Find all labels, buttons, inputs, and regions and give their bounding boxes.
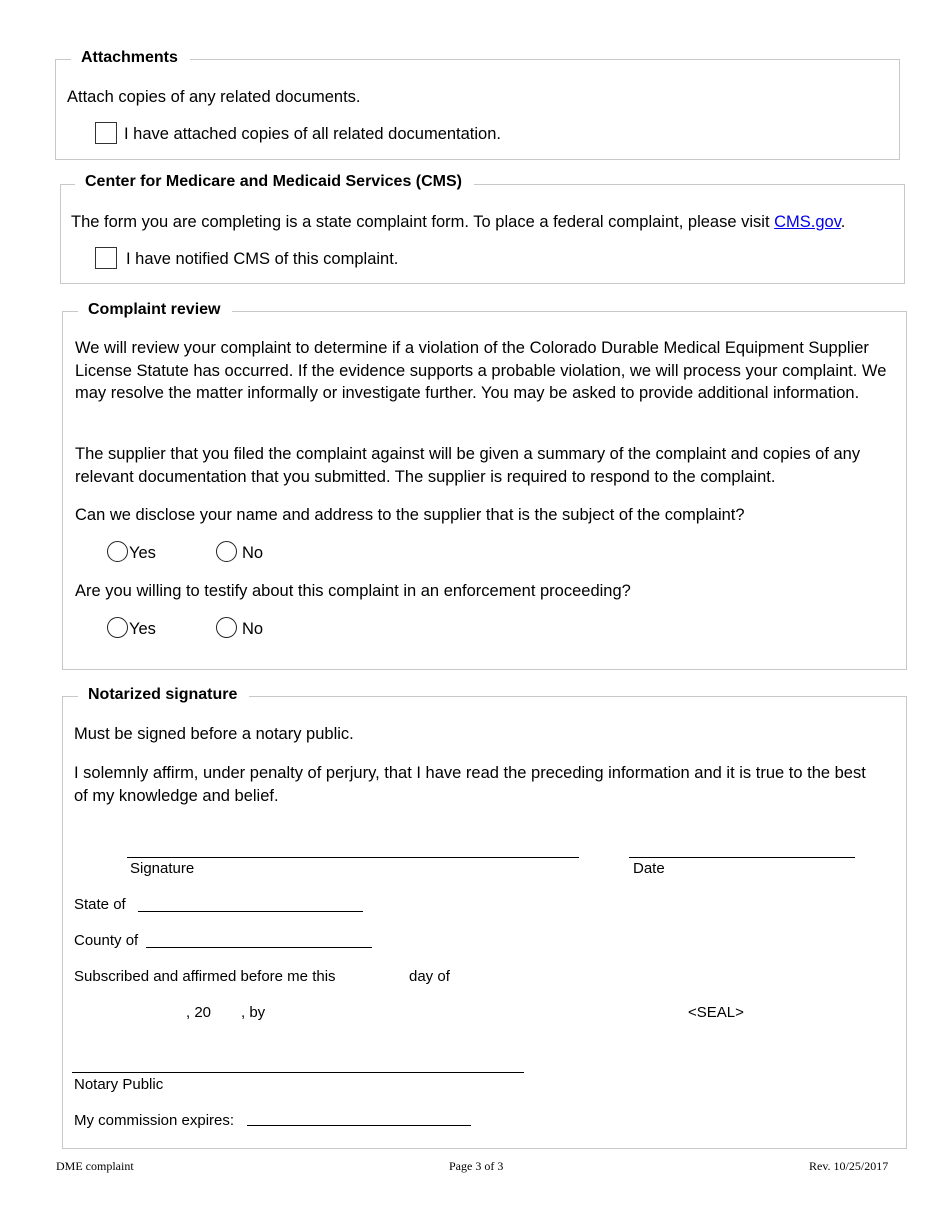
state-label: State of — [74, 896, 126, 913]
notary-legend: Notarized signature — [78, 685, 249, 705]
county-line[interactable] — [146, 947, 372, 948]
cms-link[interactable]: CMS.gov — [774, 213, 841, 231]
disclose-yes-radio[interactable] — [107, 541, 128, 562]
subscribed-label: Subscribed and affirmed before me this — [74, 968, 336, 985]
attachments-legend: Attachments — [71, 48, 190, 68]
year-prefix: , 20 — [186, 1004, 212, 1021]
county-label: County of — [74, 932, 139, 949]
footer-page-number: Page 3 of 3 — [449, 1159, 504, 1173]
review-legend: Complaint review — [78, 300, 232, 320]
commission-line[interactable] — [247, 1125, 471, 1126]
signature-line[interactable] — [127, 857, 579, 858]
disclose-question: Can we disclose your name and address to the supplier that is the subject of the complaint? — [75, 506, 745, 524]
testify-yes-radio[interactable] — [107, 617, 128, 638]
seal-label: <SEAL> — [688, 1004, 744, 1021]
notary-public-label: Notary Public — [74, 1076, 164, 1093]
review-paragraph-1: We will review your complaint to determine if a violation of the Colorado Durable Medical Equipment Supplier License Statute has occurred. If the evidence supports a probable violation, we will process your complaint. We may resolve the matter informally or investigate further. You may be asked to provide additional information. — [75, 339, 887, 402]
review-paragraph-2: The supplier that you filed the complaint against will be given a summary of the complaint and copies of any relevant documentation that you submitted. The supplier is required to respond to the complaint. — [75, 445, 861, 486]
disclose-no-radio[interactable] — [216, 541, 237, 562]
notary-instruction: Must be signed before a notary public. — [74, 725, 354, 743]
cms-legend: Center for Medicare and Medicaid Services (CMS) — [75, 172, 474, 192]
testify-no-label: No — [242, 620, 264, 638]
testify-yes-label: Yes — [129, 620, 156, 638]
signature-label: Signature — [130, 860, 195, 877]
disclose-no-label: No — [242, 544, 264, 562]
cms-notice — [71, 211, 845, 234]
date-label: Date — [633, 860, 665, 877]
testify-question: Are you willing to testify about this complaint in an enforcement proceeding? — [75, 582, 631, 600]
date-line[interactable] — [629, 857, 855, 858]
disclose-yes-label: Yes — [129, 544, 156, 562]
attachments-checkbox[interactable] — [95, 122, 117, 144]
cms-notice-end: . — [840, 213, 846, 231]
commission-label: My commission expires: — [74, 1112, 235, 1129]
by-label: , by — [241, 1004, 266, 1021]
notary-affirmation: I solemnly affirm, under penalty of perjury, that I have read the preceding information and it is true to the best of my knowledge and belief. — [74, 764, 866, 805]
cms-notice-text: The form you are completing is a state complaint form. To place a federal complaint, please visit — [71, 213, 775, 231]
attachments-instruction: Attach copies of any related documents. — [67, 88, 361, 106]
state-line[interactable] — [138, 911, 363, 912]
cms-checkbox-label: I have notified CMS of this complaint. — [126, 250, 399, 268]
footer-left: DME complaint — [56, 1159, 134, 1173]
footer-revision: Rev. 10/25/2017 — [809, 1159, 889, 1173]
attachments-checkbox-label: I have attached copies of all related documentation. — [124, 125, 501, 143]
day-of-label: day of — [409, 968, 450, 985]
cms-checkbox[interactable] — [95, 247, 117, 269]
notary-public-line[interactable] — [72, 1072, 524, 1073]
testify-no-radio[interactable] — [216, 617, 237, 638]
